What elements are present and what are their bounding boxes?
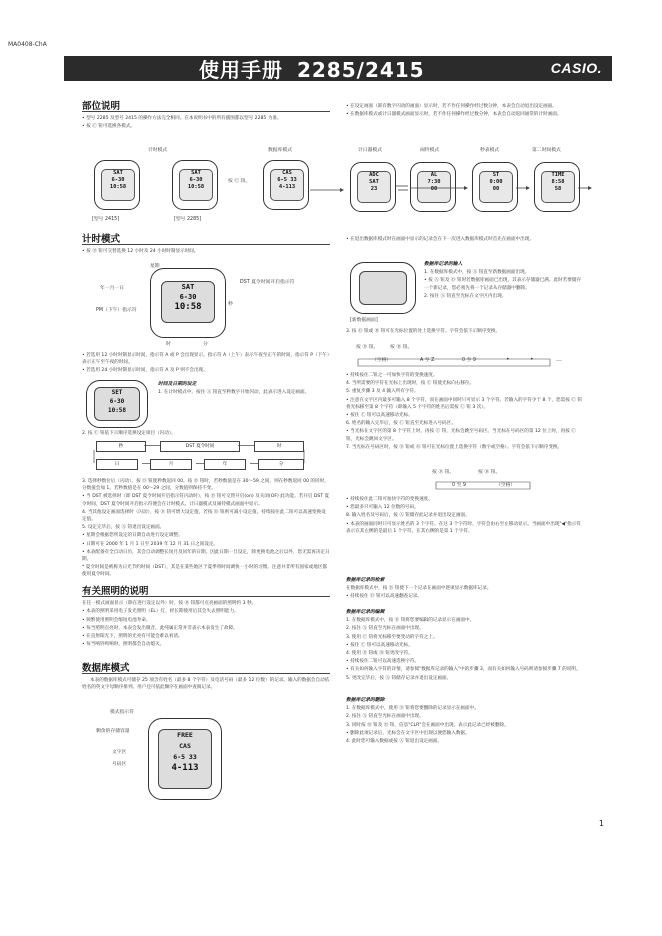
edit-line: 4. 使用 Ⓓ 钮或 Ⓑ 钮更改字符。: [346, 651, 413, 657]
seq2-space: （空格）: [496, 483, 516, 488]
flow-minute: 分: [258, 459, 304, 470]
step: • 按住 Ⓒ 钮可以高速移动光标。: [346, 413, 413, 419]
manual-title: [199, 54, 425, 83]
mode-label: 数据库模式: [268, 148, 292, 153]
step: 7. 当光标在号码区时，按 Ⓓ 钮或 Ⓑ 钮可在光标位置上选换字符（数字或空格）。字符会依下示顺序变换。: [346, 444, 563, 450]
doc-code: MA0408-ChA: [8, 41, 47, 48]
watch-face: CAS 6-5 33 4-113: [270, 169, 304, 201]
flow-dst: DST 夏令时间: [160, 441, 240, 452]
watch-face: AL 7:30 00: [417, 171, 451, 203]
press-b-label: 按 Ⓑ 钮。: [390, 345, 413, 350]
note-line: • 在设定画面（即有数字闪动的画面）显示时，若不作任何操作经过数分钟，本表会自动退出设定画面。: [346, 104, 557, 109]
mode-label: 闹铃模式: [420, 148, 440, 153]
seq-letters: A 至 Z: [420, 358, 435, 363]
seq-digits: 0 至 9: [462, 358, 476, 363]
recall-heading: 数据库记录的检索: [346, 578, 385, 583]
note-line: • 在数据库模式或计日器模式画面显示时，若不作任何操作经过数分钟，本表会自动返回通常的计时画面。: [346, 112, 562, 118]
step: • 持续按住二钮之一可加快字符的变换速度。: [346, 373, 438, 378]
tk-notes: [82, 352, 330, 376]
set-time-watch: [86, 380, 148, 428]
label-second: 秒: [228, 302, 233, 307]
intro: • 在退出数据库模式时在画面中显示的记录会在下一次进入数据库模式时首先在画面中出现。: [346, 237, 534, 242]
edit-line: 5. 更改完毕后，按 Ⓐ 钮储存记录并退出设定画面。: [346, 675, 452, 681]
delete-heading: 数据库记录的删除: [346, 698, 385, 703]
svg-text:•: •: [506, 356, 510, 363]
label-mode-indicator: 模式指示符: [110, 710, 134, 715]
parts-heading: 部位说明: [82, 103, 330, 112]
step: • 星期会根据您所设定的日期自动进行设定调整。: [82, 533, 183, 539]
svg-text:…: …: [556, 356, 562, 363]
title-cn: 使用手册: [199, 58, 283, 82]
set-time-block: [158, 378, 330, 397]
watch-face: SET 6-30 10:58: [94, 387, 140, 421]
step: 3. 选择秒数位后（闪动），按 Ⓓ 钮使秒数返回 00。按 Ⓓ 钮时，若秒数值是在 30～59 之间，则在秒数返回 00 的同时，分数值会加 1。若秒数值是在 00～29 之间，分数值则保持不变。: [82, 479, 329, 492]
step: • 本表的画面同时只可显示姓名的 3 个字符。在这 3 个字符时，字符会由右至左移动显示。当画面中出现"◀"指示符表示在其左侧的是最后 1 个字符，在其右侧的是第 1 个字符。: [346, 521, 581, 534]
label-number-area: 号码区: [112, 762, 127, 767]
input-heading: 数据库记录的输入: [424, 262, 463, 267]
seq2-digits: 0 至 9: [452, 483, 466, 488]
watch-face: TIME 8:58 58: [541, 171, 575, 203]
light-line: 在任一模式画面显示（除在进行设定以外）时，按 Ⓑ 钮都可点亮画面的照明约 3 秒。: [82, 601, 257, 607]
label-minute: 分: [203, 342, 208, 347]
input-step: 1. 在数据库模式中，按 Ⓐ 钮直至新数据画面出现。: [424, 270, 530, 276]
label-weekday: 星期: [150, 264, 160, 269]
label-dst: DST 夏令时间开启指示符: [240, 280, 295, 285]
step: • 当光标在文字区的第 8 个字符上时，再按 Ⓒ 钮，光标会跳至号码区。当光标在号码区的第 12 位上时，再按 Ⓒ 钮，光标会跳回文字区。: [346, 429, 576, 442]
flow-day: 日: [96, 459, 138, 470]
tk-line: • 按 Ⓓ 钮可交替选换 12 小时及 24 小时时制显示时间。: [82, 249, 199, 255]
mode-arrows: [80, 150, 600, 220]
flow-year: 年: [204, 459, 246, 470]
step3: [346, 328, 582, 336]
recall-line: 在数据库模式中，按 Ⓓ 钮使下一个记录在画面中逐项显示数据库记录。: [346, 586, 492, 592]
set-step: 2. 按 Ⓒ 钮依下示顺序选换设定项目（闪动）。: [82, 431, 176, 436]
light-line: • 每当照明点亮时，本表会发出微音，此纯属正常并非表示本表发生了故障。: [82, 625, 238, 631]
mode-label: 秒表模式: [480, 148, 500, 153]
watch-face: SAT 6-30 10:58: [101, 169, 135, 201]
edit-line: • 持续按住二钮可以高速选换字符。: [346, 659, 420, 665]
timekeeping-section: [82, 236, 330, 256]
step: • 注意在文字区内最多可输入 8 个字符，而在画面中同时只可显示 3 个字符。若输入的字符少于 8 个，您需按 Ⓒ 钮将光标移至第 8 个字符（即输入 5 个字符的姓名后需按 Ⓒ 钮 3 次）。: [346, 397, 582, 410]
input-step: • 按 Ⓐ 钮及 Ⓓ 钮时若数据库画面已出现，其表示存储器已满。此时若要储存一个新记录，您必须先将一个记录从存储器中删除。: [424, 278, 582, 291]
edit-block: [346, 606, 582, 683]
label-date: 年一月一日: [100, 286, 124, 291]
parts-line: • 型号 2285 及型号 2415 的操作方法完全相同。在本说明书中的所有插图都以型号 2285 为准。: [82, 116, 282, 122]
press-c-label: 按 Ⓒ 钮。: [228, 179, 251, 184]
set-step: 1. 在计时模式中，按住 Ⓐ 钮直至秒数字开始闪动，此表示进入设定画面。: [158, 390, 310, 396]
databank-intro: [346, 236, 582, 244]
title-banner: [64, 56, 612, 81]
input-step: 2. 按住 Ⓐ 钮直至光标在文字区内出现。: [424, 293, 507, 299]
svg-text:•: •: [530, 356, 534, 363]
delete-line: 3. 同时按 Ⓑ 钮及 Ⓓ 钮，信息"CLR"会在画面中出现，表示此记录已经被删除。: [346, 722, 509, 728]
step: 3. 按 Ⓓ 钮或 Ⓑ 钮可在光标位置的处上选换字符。字符会依下示顺序变换。: [346, 329, 501, 334]
edit-line: • 有关如何输入字符的详情，请参阅"数据库记录的输入"中的步骤 3，而有关如何输入号码则请参阅步骤 7 的说明。: [346, 667, 581, 673]
step: 5. 重复步骤 3 及 4 输入所有字符。: [346, 389, 419, 395]
after-steps: [346, 496, 582, 536]
edit-heading: 数据库记录的编辑: [346, 610, 385, 615]
databank-diagram-watch: [148, 718, 222, 800]
flow-hour: 时: [254, 441, 304, 452]
recall-line: • 持续按住 Ⓓ 钮可以高速翻查记录。: [346, 594, 422, 600]
watch-face: [359, 271, 407, 305]
step: • 日期可在 2000 年 1 月 1 日至 2039 年 12 月 31 日之间设定。: [82, 541, 219, 547]
label-text-area: 文字区: [112, 750, 127, 755]
label-free-memory: 剩余的存储容量: [96, 729, 130, 734]
watch-face: ADC SAT 23: [357, 171, 391, 203]
press-b-label-2: 按 Ⓑ 钮。: [478, 470, 501, 475]
step: • 本表配备有全自动日历，其会自动调整长短月及闰年的日期。因此日期一旦设定，除更换电池之后以外，您无需再决定日期。: [82, 549, 330, 563]
step: 6. 姓名的输入完毕后，按 Ⓒ 钮直至光标进入号码区。: [346, 421, 456, 427]
seq-arrows: [350, 350, 582, 370]
model-label-2415: [型号 2415]: [92, 217, 120, 222]
delete-line: • 删除此项记录后，光标会在文字区中出现以便您输入数据。: [346, 730, 470, 736]
title-model: 2285/2415: [296, 58, 425, 82]
set-heading: 时间及日期的设定: [158, 382, 197, 387]
new-screen-label: [新数据画面]: [350, 318, 378, 323]
label-hour: 时: [166, 342, 171, 347]
step: 5. 设定完毕后，按 Ⓐ 钮退出设定画面。: [82, 525, 165, 531]
timekeeping-diagram-watch: [150, 268, 226, 338]
flow-month: 月: [150, 459, 192, 470]
watch-face: ST 0:00 00: [479, 171, 513, 203]
seq2-arrows: [430, 474, 550, 492]
seq-space: （空格）: [372, 358, 392, 363]
mode-label: 第二时间模式: [532, 148, 561, 153]
step: • 当 DST 被选择时（即 DST 夏令时间开启指示符闪动时），按 Ⓓ 钮可交替开启(on) 及关闭(OF) 此功能。若开启 DST 夏令时间，DST 夏令时间开启指示符便会在计时模式、计日器模式及闹铃模式画面中显示。: [82, 494, 330, 507]
light-line: • 每当响铃鸣响时，照明都会自动熄灭。: [82, 642, 165, 648]
timekeeping-heading: 计时模式: [82, 236, 330, 245]
delete-block: [346, 694, 582, 746]
light-heading: 有关照明的说明: [82, 588, 330, 597]
recall-block: [346, 574, 582, 602]
watch-face: SAT 6-30 10:58: [179, 169, 213, 201]
mid-steps: [346, 372, 582, 452]
mode-label: 计日器模式: [358, 148, 382, 153]
watch-face: FREE CAS 6-5 33 4-113: [158, 729, 212, 789]
press-d-label: 按 Ⓓ 钮。: [356, 345, 379, 350]
flow-seconds: 秒: [96, 441, 146, 452]
tk-note: • 若选用 24 小时时制显示时间，指示符 A 及 P 则不会出现。: [82, 368, 208, 374]
parts-section: [82, 103, 330, 132]
edit-line: 3. 使用 Ⓒ 钮将光标移至要变动的字符之上。: [346, 634, 438, 640]
light-section: [82, 588, 330, 649]
step: 8. 输入姓名及号码后，按 Ⓐ 钮储存此记录并退出设定画面。: [346, 513, 470, 519]
step: • 持续按住此二钮可加快字符的变换速度。: [346, 497, 433, 502]
new-data-watch: [350, 262, 416, 314]
mode-label: 计时模式: [148, 148, 168, 153]
page-number: 1: [598, 819, 604, 828]
edit-line: • 按住 Ⓒ 钮可以高速移动光标。: [346, 642, 413, 648]
set-steps-more: [82, 478, 330, 580]
flow-arrows: [90, 438, 310, 474]
step: * 夏令时间是被称为日光节约时间（DST），其是在某些地区于夏季将时间调快一小时的习惯。注意并非所有国家或地区都使用夏令时间。: [82, 565, 328, 578]
light-line: • 在直射阳光下，照明的光亮有可能会难以看清。: [82, 634, 183, 640]
databank-section: [82, 665, 330, 693]
brand-logo: CASIO.: [550, 60, 602, 76]
parts-line: • 按 Ⓒ 钮可选换各模式。: [82, 124, 136, 130]
delete-line: 1. 在数据库模式中，使用 Ⓓ 钮将您要删除的记录显示在画面中。: [346, 706, 479, 712]
edit-line: 1. 在数据库模式中，按 Ⓓ 钮将您要编辑的记录显示在画面中。: [346, 618, 475, 624]
set-step-2: [82, 430, 330, 438]
step: • 您最多只可输入 12 位数的号码。: [346, 505, 419, 511]
tk-note: • 若选用 12 小时时制显示时间，指示符 A 或 P 会出现显示。指示符 A（上午）表示午夜至正午的时间，指示符 P（下午）表示正午至午夜的时间。: [82, 353, 330, 366]
light-line: • 本表的照明采用电子发光照明（EL）灯，经长期使用后其会失去照明能力。: [82, 609, 239, 615]
watch-face: SAT 6-30 10:58: [161, 281, 215, 323]
delete-line: 4. 此时您可输入数据或按 Ⓐ 钮退出设定画面。: [346, 739, 443, 745]
model-label-2285: [型号 2285]: [174, 217, 202, 222]
step: 4. 当所需要的字符在光标上出现时，按 Ⓒ 钮使光标向右移位。: [346, 381, 475, 387]
databank-heading: 数据库模式: [82, 665, 330, 674]
delete-line: 2. 按住 Ⓐ 钮直至光标在画面中出现。: [346, 714, 424, 720]
light-line: • 频繁使用照明会缩短电池寿命。: [82, 617, 151, 623]
edit-line: 2. 按住 Ⓐ 钮直至光标在画面中出现。: [346, 626, 424, 632]
db-line: 本表的数据库模式可储存 25 项含有姓名（最多 8 个字符）及电话号码（最多 12 位数）的记录。输入的数据会自动依姓名的英文字母顺序排列。用户还可依此顺序在画面中查阅记录。: [82, 678, 330, 691]
step: 4. 当其他设定画面选择时（闪动），按 Ⓓ 钮可增大设定值。若按 Ⓑ 钮则可减小设定值。持续按住此二钮可以高速变换设定值。: [82, 509, 326, 523]
input-block: [424, 258, 582, 301]
auto-exit-notes: [346, 103, 582, 119]
press-d-label-2: 按 Ⓓ 钮。: [432, 470, 455, 475]
label-pm: PM（下午）指示符: [96, 308, 137, 313]
